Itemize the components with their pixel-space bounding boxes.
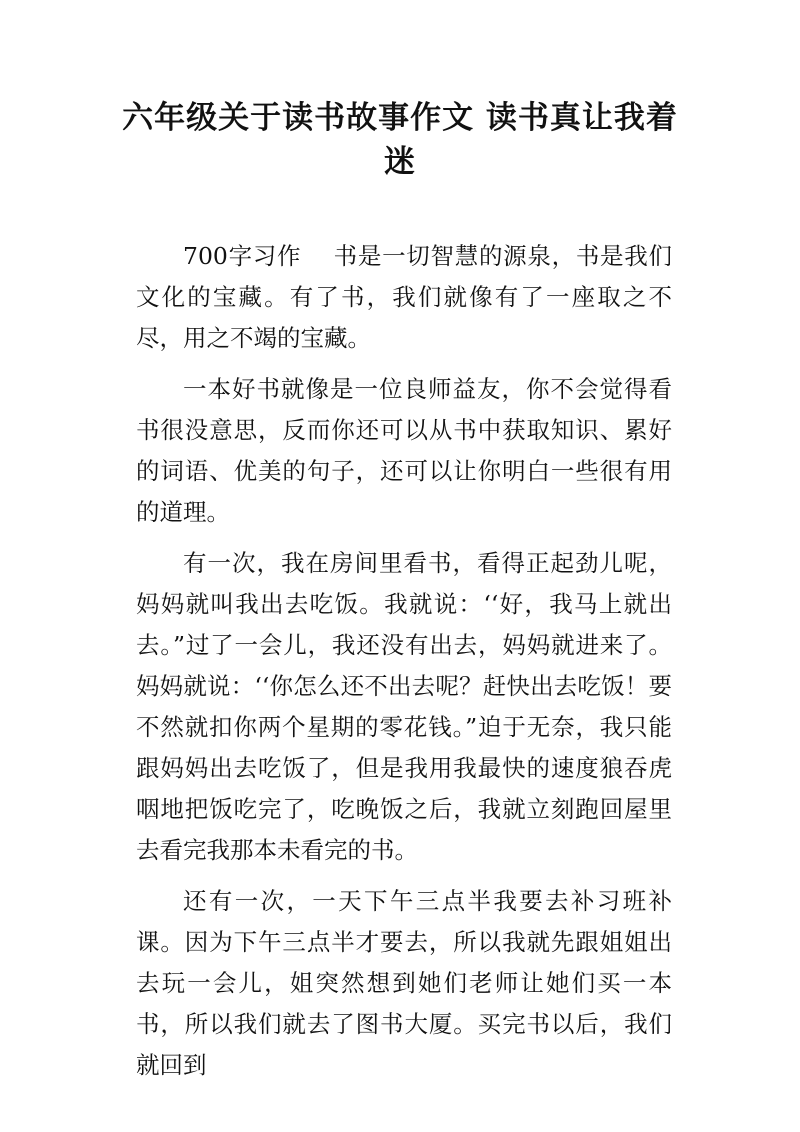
paragraph-1: 700字习作 书是一切智慧的源泉，书是我们文化的宝藏。有了书，我们就像有了一座取之不尽，用之不竭的宝藏。: [136, 242, 672, 352]
document-title: 六年级关于读书故事作文 读书真让我着迷: [122, 100, 678, 180]
paragraph-4: 还有一次，一天下午三点半我要去补习班补课。因为下午三点半才要去，所以我就先跟姐姐出去玩一会儿，姐突然想到她们老师让她们买一本书，所以我们就去了图书大厦。买完书以后，我们就回到: [136, 887, 672, 1079]
document-body: [136, 236, 672, 1086]
paragraph-3: 有一次，我在房间里看书，看得正起劲儿呢，妈妈就叫我出去吃饭。我就说：‘‘好，我马上就出去。”过了一会儿，我还没有出去，妈妈就进来了。妈妈就说：‘‘你怎么还不出去呢？赶快出去吃饭！要不然就扣你两个星期的零花钱。”迫于无奈，我只能跟妈妈出去吃饭了，但是我用我最快的速度狼吞虎咽地把饭吃完了，吃晚饭之后，我就立刻跑回屋里去看完我那本未看完的书。: [136, 549, 672, 864]
paragraph-2: 一本好书就像是一位良师益友，你不会觉得看书很没意思，反而你还可以从书中获取知识、累好的词语、优美的句子，还可以让你明白一些很有用的道理。: [136, 375, 672, 526]
